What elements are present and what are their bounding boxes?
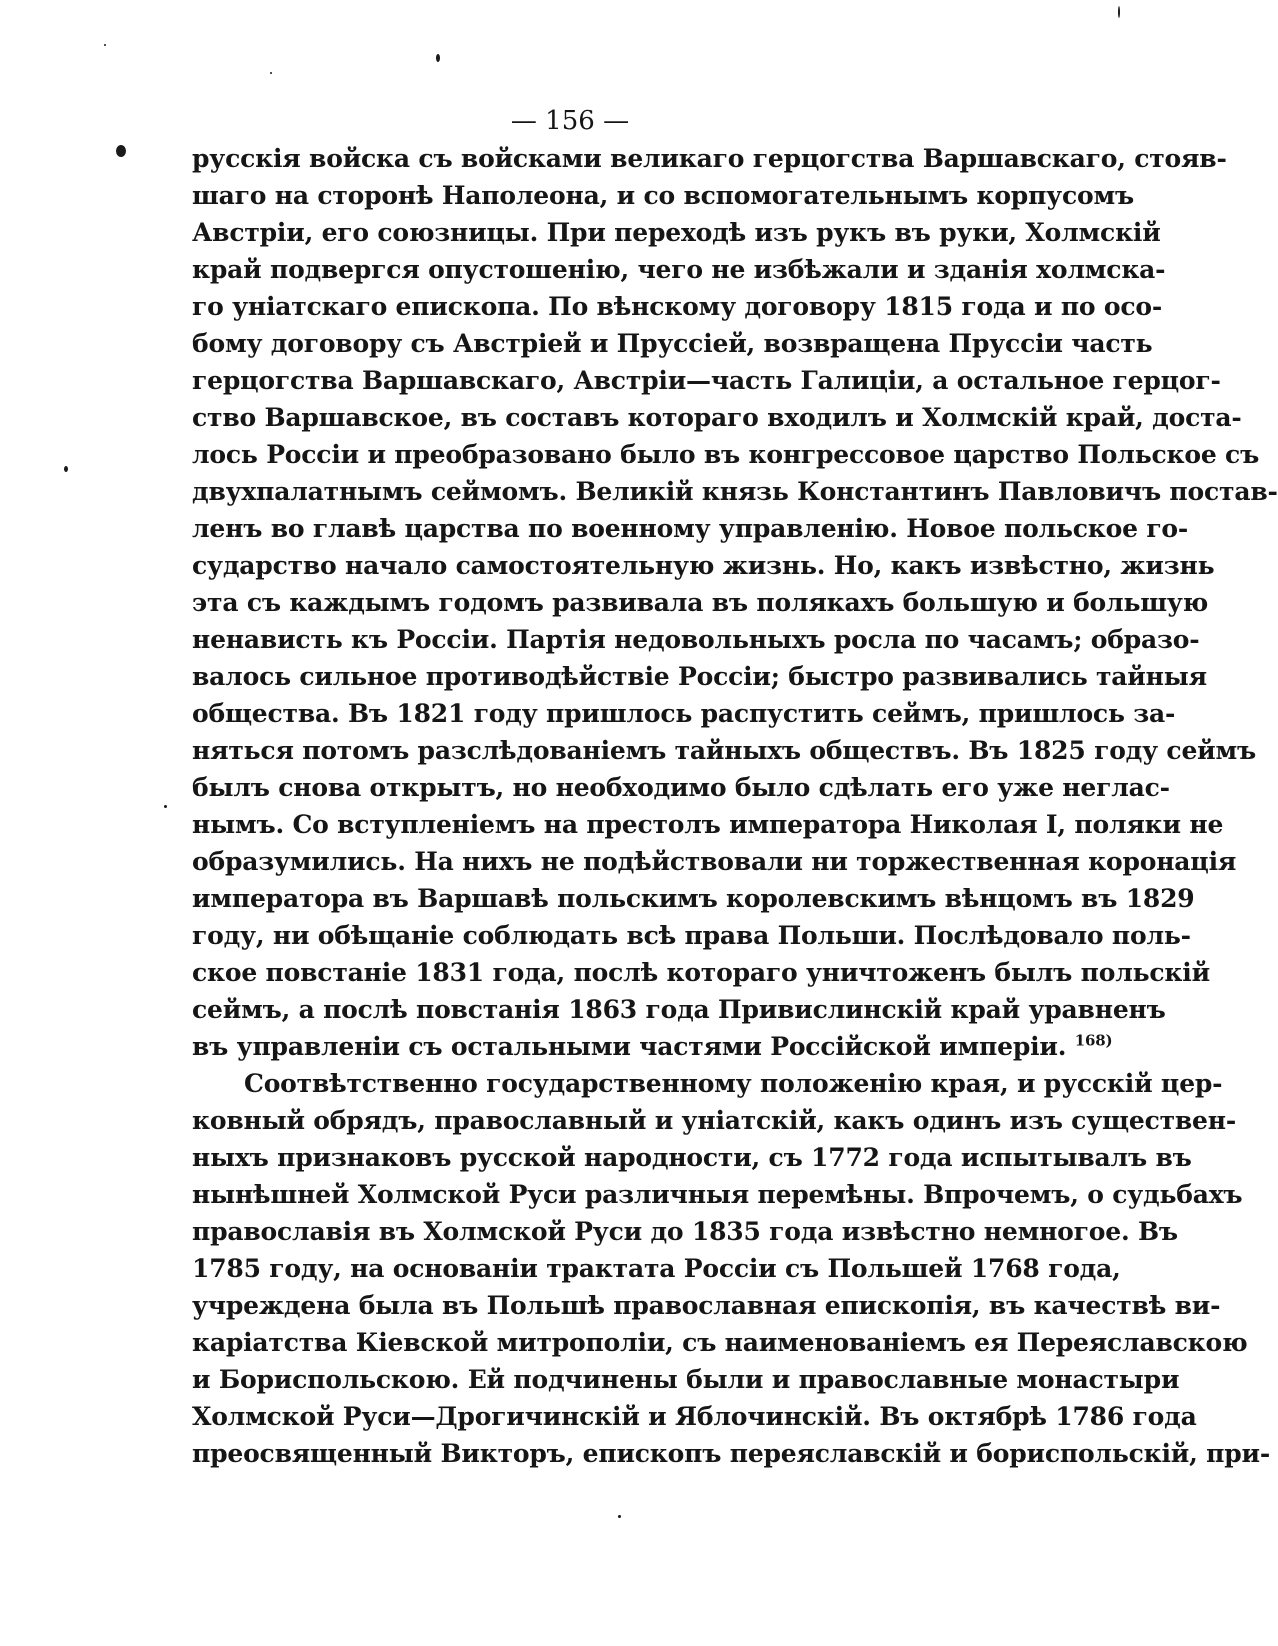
text-line: и Бориспольскою. Ей подчинены были и православные монастыри: [192, 1365, 1180, 1394]
text-line: [192, 1027, 1112, 1067]
text-line: Холмской Руси—Дрогичинскій и Яблочинскій. Въ октябрѣ 1786 года: [192, 1402, 1197, 1431]
text-line: ство Варшавское, въ составъ котораго входилъ и Холмскій край, доста-: [192, 403, 1242, 432]
text-line: двухпалатнымъ сеймомъ. Великій князь Константинъ Павловичъ постав-: [192, 477, 1278, 506]
text-line: ненависть къ Россіи. Партія недовольныхъ росла по часамъ; образо-: [192, 625, 1200, 654]
scan-speck: [618, 1515, 621, 1518]
text-line: императора въ Варшавѣ польскимъ королевскимъ вѣнцомъ въ 1829: [192, 884, 1195, 913]
footnote-ref: 168): [1074, 1031, 1113, 1050]
text-line: 1785 году, на основаніи трактата Россіи съ Польшей 1768 года,: [192, 1254, 1121, 1283]
text-line: сударство начало самостоятельную жизнь. Но, какъ извѣстно, жизнь: [192, 551, 1215, 580]
text-line: ковный обрядъ, православный и уніатскій, какъ одинъ изъ существен-: [192, 1106, 1237, 1135]
text-line: русскія войска съ войсками великаго герцогства Варшавскаго, стояв-: [192, 144, 1227, 173]
text-line: ленъ во главѣ царства по военному управленію. Новое польское го-: [192, 514, 1189, 543]
text-line: валось сильное противодѣйствіе Россіи; быстро развивались тайныя: [192, 662, 1207, 691]
text-line: преосвященный Викторъ, епископъ переяславскій и бориспольскій, при-: [192, 1439, 1271, 1468]
scan-speck: [164, 805, 167, 808]
text-line: году, ни обѣщаніе соблюдать всѣ права Польши. Послѣдовало поль-: [192, 921, 1191, 950]
scan-speck: [104, 44, 106, 46]
line-text: въ управленіи съ остальными частями Россійской имперіи.: [192, 1032, 1067, 1061]
text-line: край подвергся опустошенію, чего не избѣжали и зданія холмска-: [192, 255, 1166, 284]
text-line: ныхъ признаковъ русской народности, съ 1772 года испытывалъ въ: [192, 1143, 1192, 1172]
text-line: эта съ каждымъ годомъ развивала въ полякахъ большую и большую: [192, 588, 1209, 617]
text-line: каріатства Кіевской митрополіи, съ наименованіемъ ея Переяславскою: [192, 1328, 1248, 1357]
scan-speck: [436, 54, 440, 62]
text-line: лось Россіи и преобразовано было въ конгрессовое царство Польское съ: [192, 440, 1260, 469]
text-line: образумились. На нихъ не подѣйствовали ни торжественная коронація: [192, 847, 1237, 876]
text-line: нымъ. Со вступленіемъ на престолъ императора Николая I, поляки не: [192, 810, 1224, 839]
text-line: сеймъ, а послѣ повстанія 1863 года Привислинскій край уравненъ: [192, 995, 1166, 1024]
scan-speck: [116, 145, 126, 157]
page-number: — 156 —: [510, 106, 630, 136]
text-line: православія въ Холмской Руси до 1835 года извѣстно немногое. Въ: [192, 1217, 1178, 1246]
text-line: общества. Въ 1821 году пришлось распустить сеймъ, пришлось за-: [192, 699, 1176, 728]
scan-speck: [1118, 6, 1120, 18]
text-line: Австріи, его союзницы. При переходѣ изъ рукъ въ руки, Холмскій: [192, 218, 1161, 247]
text-line: герцогства Варшавскаго, Австріи—часть Галиціи, а остальное герцог-: [192, 366, 1221, 395]
text-line: го уніатскаго епископа. По вѣнскому договору 1815 года и по осо-: [192, 292, 1163, 321]
text-line: ское повстаніе 1831 года, послѣ котораго уничтоженъ былъ польскій: [192, 958, 1210, 987]
scan-speck: [270, 72, 272, 74]
text-line: шаго на сторонѣ Наполеона, и со вспомогательнымъ корпусомъ: [192, 181, 1134, 210]
scan-speck: [64, 466, 68, 472]
text-line: учреждена была въ Польшѣ православная епископія, въ качествѣ ви-: [192, 1291, 1221, 1320]
text-line: былъ снова открытъ, но необходимо было сдѣлать его уже неглас-: [192, 773, 1170, 802]
paragraph-first-line: Соотвѣтственно государственному положенію края, и русскій цер-: [244, 1069, 1223, 1098]
text-line: нынѣшней Холмской Руси различныя перемѣны. Впрочемъ, о судьбахъ: [192, 1180, 1243, 1209]
text-line: бому договору съ Австріей и Пруссіей, возвращена Пруссіи часть: [192, 329, 1153, 358]
text-line: няться потомъ разслѣдованіемъ тайныхъ обществъ. Въ 1825 году сеймъ: [192, 736, 1256, 765]
